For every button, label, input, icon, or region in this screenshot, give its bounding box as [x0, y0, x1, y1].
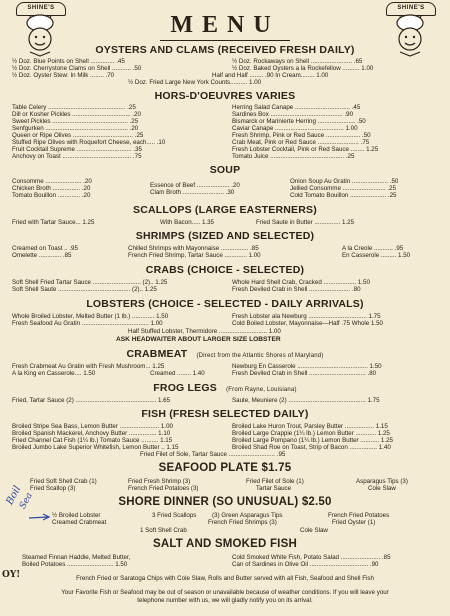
menu-item: Anchovy on Toast ........................................ .75 — [12, 153, 142, 160]
menu-item: Fried Channel Cat Fish (1¼ lb.) Tomato Sauce .......... 1.15 — [12, 437, 173, 444]
menu-item: Fresh Crabmeat Au Gratin with Fresh Mushroom... 1.25 — [12, 363, 165, 370]
section-heading-frog — [0, 382, 450, 394]
menu-item: Fried Soft Shell Crab (1) — [30, 478, 97, 485]
section-heading-salt-smoked: SALT AND SMOKED FISH — [153, 538, 297, 550]
menu-item: ½ Doz. Cherrystone Clams on Shell ........... .50 — [12, 65, 142, 72]
menu-item: Steamed Finnan Haddie, Melted Butter, — [22, 554, 131, 561]
menu-item: Dill or Kosher Pickles .................................. .20 — [12, 111, 141, 118]
menu-item: Soft Shell Saute .......................................... (2).. 1.25 — [12, 286, 157, 293]
menu-item: Fried Scallop (3) — [30, 485, 76, 492]
menu-item: Half and Half ........ .90 In Cream........ 1.00 — [212, 72, 329, 79]
section-heading-fish: FISH (FRESH SELECTED DAILY) — [141, 408, 309, 420]
menu-item: Cold Smoked White Fish, Potato Salad ....................... .85 — [232, 554, 391, 561]
menu-item: Tomato Bouillon ............. .20 — [12, 192, 91, 199]
section-heading-oysters: OYSTERS AND CLAMS (RECEIVED FRESH DAILY) — [95, 44, 355, 56]
menu-item: Broiled Jumbo Lake Superior Whitefish, Lemon Butter .. 1.15 — [12, 444, 179, 451]
menu-item: Fried Filet of Sole (1) — [246, 478, 304, 485]
frog-title: FROG LEGS — [153, 382, 217, 394]
menu-item: Fried Saute in Butter ............... 1.25 — [256, 219, 355, 226]
menu-item: 1 Soft Shell Crab — [140, 527, 187, 534]
footer-season-note: Your Favorite Fish or Seafood may be out of season or unavailable because of weather conditions. If you will leave your — [61, 589, 389, 596]
menu-item: Fried Filet of Sole, Tartar Sauce ........................... .95 — [140, 451, 286, 458]
menu-item: Broiled Large Crappie (1¼ lb.) Lemon Butter ............ 1.25 — [232, 430, 390, 437]
menu-item: Table Celery ............................................. .25 — [12, 104, 136, 111]
menu-item: En Casserole ......... 1.50 — [342, 252, 411, 259]
menu-title: MENU — [170, 12, 280, 38]
section-heading-shrimps: SHRIMPS (SIZED AND SELECTED) — [135, 230, 315, 242]
menu-item: Sardines Box .......................................... .90 — [232, 111, 354, 118]
section-heading-lobsters: LOBSTERS (CHOICE - SELECTED - DAILY ARRIVALS) — [86, 298, 364, 310]
logo-text: SHINE'S — [16, 2, 66, 16]
menu-item: ½ Broiled Lobster — [52, 512, 101, 519]
menu-item: Senfgurken ................................................ .20 — [12, 125, 139, 132]
lobster-notice: ASK HEADWAITER ABOUT LARGER SIZE LOBSTER — [116, 336, 281, 343]
section-heading-shore-dinner: SHORE DINNER (SO UNUSUAL) $2.50 — [118, 496, 332, 508]
menu-item: Broiled Large Pompano (1¼ lb.) Lemon Butter ........... 1.25 — [232, 437, 393, 444]
menu-item: Fresh Deviled Crab in Shell ................................. .80 — [232, 370, 377, 377]
menu-item: Queen or Ripe Olives ................................... .25 — [12, 132, 144, 139]
menu-item: Broiled Spanish Mackerel, Anchovy Butter ................ 1.10 — [12, 430, 171, 437]
menu-item: Tartar Sauce — [256, 485, 292, 492]
menu-item: Fried, Tartar Sauce (2) ............................................... 1.65 — [12, 397, 171, 404]
section-heading-scallops: SCALLOPS (LARGE EASTERNERS) — [133, 204, 317, 216]
menu-item: Fresh Lobster ala Newburg .................................. 1.75 — [232, 313, 381, 320]
handwritten-note: Sea — [18, 491, 35, 511]
menu-item: Omelette ............. .85 — [12, 252, 72, 259]
menu-item: Chicken Broth ................ .20 — [12, 185, 91, 192]
menu-item: Caviar Canape ........................................ 1.00 — [232, 125, 358, 132]
menu-item: French Fried Shrimps (3) — [208, 519, 277, 526]
menu-item: ½ Doz. Rockaways on Shell ........................ .65 — [232, 58, 363, 65]
menu-item: Newburg En Casserole ......................................... 1.50 — [232, 363, 382, 370]
menu-item: Creamed on Toast .. .95 — [12, 245, 78, 252]
menu-item: Essence of Beef ................... .20 — [150, 182, 240, 189]
menu-item: Cold Tomato Bouillon ..................... .25 — [290, 192, 397, 199]
handwritten-note: OY! — [2, 570, 21, 580]
menu-item: Broiled Lake Huron Trout, Parsley Butter ................. 1.15 — [232, 423, 388, 430]
menu-item: Tomato Juice ........................................... .25 — [232, 153, 355, 160]
menu-item: Cole Slaw — [300, 527, 328, 534]
menu-item: ½ Doz. Fried Large New York Counts.......... 1.00 — [128, 79, 262, 86]
menu-item: Half Stuffed Lobster, Thermidore ............................ 1.00 — [128, 328, 281, 335]
menu-item: (3) Green Asparagus Tips — [212, 512, 283, 519]
menu-item: Fruit Cocktail Supreme ................................ .35 — [12, 146, 142, 153]
menu-item: 3 Fried Scallops — [152, 512, 197, 519]
handwritten-note: Boil — [4, 484, 24, 507]
crabmeat-title: CRABMEAT — [126, 348, 188, 360]
menu-item: A la Creole ........... .95 — [342, 245, 404, 252]
menu-item: Crab Meat, Pink or Red Sauce ........................ .75 — [232, 139, 370, 146]
menu-item: Clam Broth ........................ .30 — [150, 189, 235, 196]
menu-item: Fresh Shrimp, Pink or Red Sauce .................... .50 — [232, 132, 371, 139]
menu-item: Onion Soup Au Gratin ..................... .50 — [290, 178, 399, 185]
menu-item: Soft Shell Fried Tartar Sauce ............................ (2).. 1.25 — [12, 279, 168, 286]
menu-item: French Fried Potatoes (3) — [128, 485, 199, 492]
menu-item: Fried with Tartar Sauce... 1.25 — [12, 219, 95, 226]
menu-item: Broiled Shad Roe on Toast, Strip of Bacon ................ 1.40 — [232, 444, 391, 451]
menu-item: Creamed ........ 1.40 — [150, 370, 205, 377]
menu-item: Can of Sardines in Olive Oil .................................. .90 — [232, 561, 379, 568]
menu-item: Fried Fresh Shrimp (3) — [128, 478, 191, 485]
menu-item: Fresh Deviled Crab in Shell ........................ .80 — [232, 286, 361, 293]
menu-item: With Bacon..... 1.35 — [160, 219, 214, 226]
menu-item: Jellied Consomme ......................... .25 — [290, 185, 396, 192]
handwritten-arrow-icon — [28, 512, 52, 522]
section-heading-crabmeat — [0, 348, 450, 360]
menu-item: Sweet Pickles ............................................ .25 — [12, 118, 139, 125]
section-heading-hors: HORS-D'OEUVRES VARIES — [154, 90, 296, 102]
menu-item: Chilled Shrimps with Mayonnaise ................ .85 — [128, 245, 259, 252]
menu-item: Creamed Crabmeat — [52, 519, 107, 526]
menu-item: Fresh Seafood Au Gratin ....................................... 1.00 — [12, 320, 163, 327]
footer-season-note-2: telephone number with us, we will gladly notify you on its arrival. — [137, 597, 313, 604]
menu-item: Broiled Stripe Sea Bass, Lemon Butter ....................... 1.00 — [12, 423, 173, 430]
title-underline — [160, 40, 290, 41]
section-heading-crabs: CRABS (CHOICE - SELECTED) — [145, 264, 305, 276]
menu-item: Stuffed Ripe Olives with Roquefort Cheese, each..... .10 — [12, 139, 166, 146]
frog-subtitle: (From Rayne, Louisiana) — [226, 387, 297, 393]
footer-sides-note: French Fried or Saratoga Chips with Cole Slaw, Rolls and Butter served with all Fish, Seafood and Shell Fish — [76, 575, 374, 582]
menu-item: French Fried Shrimp, Tartar Sauce ............. 1.00 — [128, 252, 261, 259]
menu-item: Fried Oyster (1) — [332, 519, 376, 526]
menu-item: Whole Hard Shell Crab, Cracked ................... 1.50 — [232, 279, 370, 286]
menu-item: Cold Boiled Lobster, Mayonnaise—Half .75 Whole 1.50 — [232, 320, 383, 327]
section-heading-seafood-plate: SEAFOOD PLATE $1.75 — [158, 462, 292, 474]
menu-item: ½ Doz. Blue Points on Shell .............. .45 — [12, 58, 125, 65]
logo-text: SHINE'S — [386, 2, 436, 16]
menu-item: Cole Slaw — [368, 485, 396, 492]
menu-item: Consomme ..................... .20 — [12, 178, 92, 185]
menu-item: ½ Doz. Baked Oysters a la Rockefellow .......... 1.00 — [232, 65, 374, 72]
menu-item: Saute, Meuniere (2) ............................................. 1.75 — [232, 397, 380, 404]
menu-item: ½ Doz. Oyster Stew: In Milk ........ .70 — [12, 72, 115, 79]
menu-item: Whole Broiled Lobster, Melted Butter (1 lb.) ............. 1.50 — [12, 313, 169, 320]
menu-item: Herring Salad Canape ................................ .45 — [232, 104, 361, 111]
menu-item: French Fried Potatoes — [328, 512, 390, 519]
menu-item: Bismarck or Marinierte Herring ...................... .50 — [232, 118, 366, 125]
menu-item: Fresh Lobster Cocktail, Pink or Red Sauce ........ 1.25 — [232, 146, 379, 153]
menu-item: Boiled Potatoes ........................... 1.50 — [22, 561, 128, 568]
crabmeat-subtitle: (Direct from the Atlantic Shores of Maryland) — [196, 353, 324, 359]
menu-item: Asparagus Tips (3) — [356, 478, 408, 485]
menu-item: A la King en Casserole.... 1.50 — [12, 370, 96, 377]
section-heading-soup: SOUP — [209, 164, 241, 176]
